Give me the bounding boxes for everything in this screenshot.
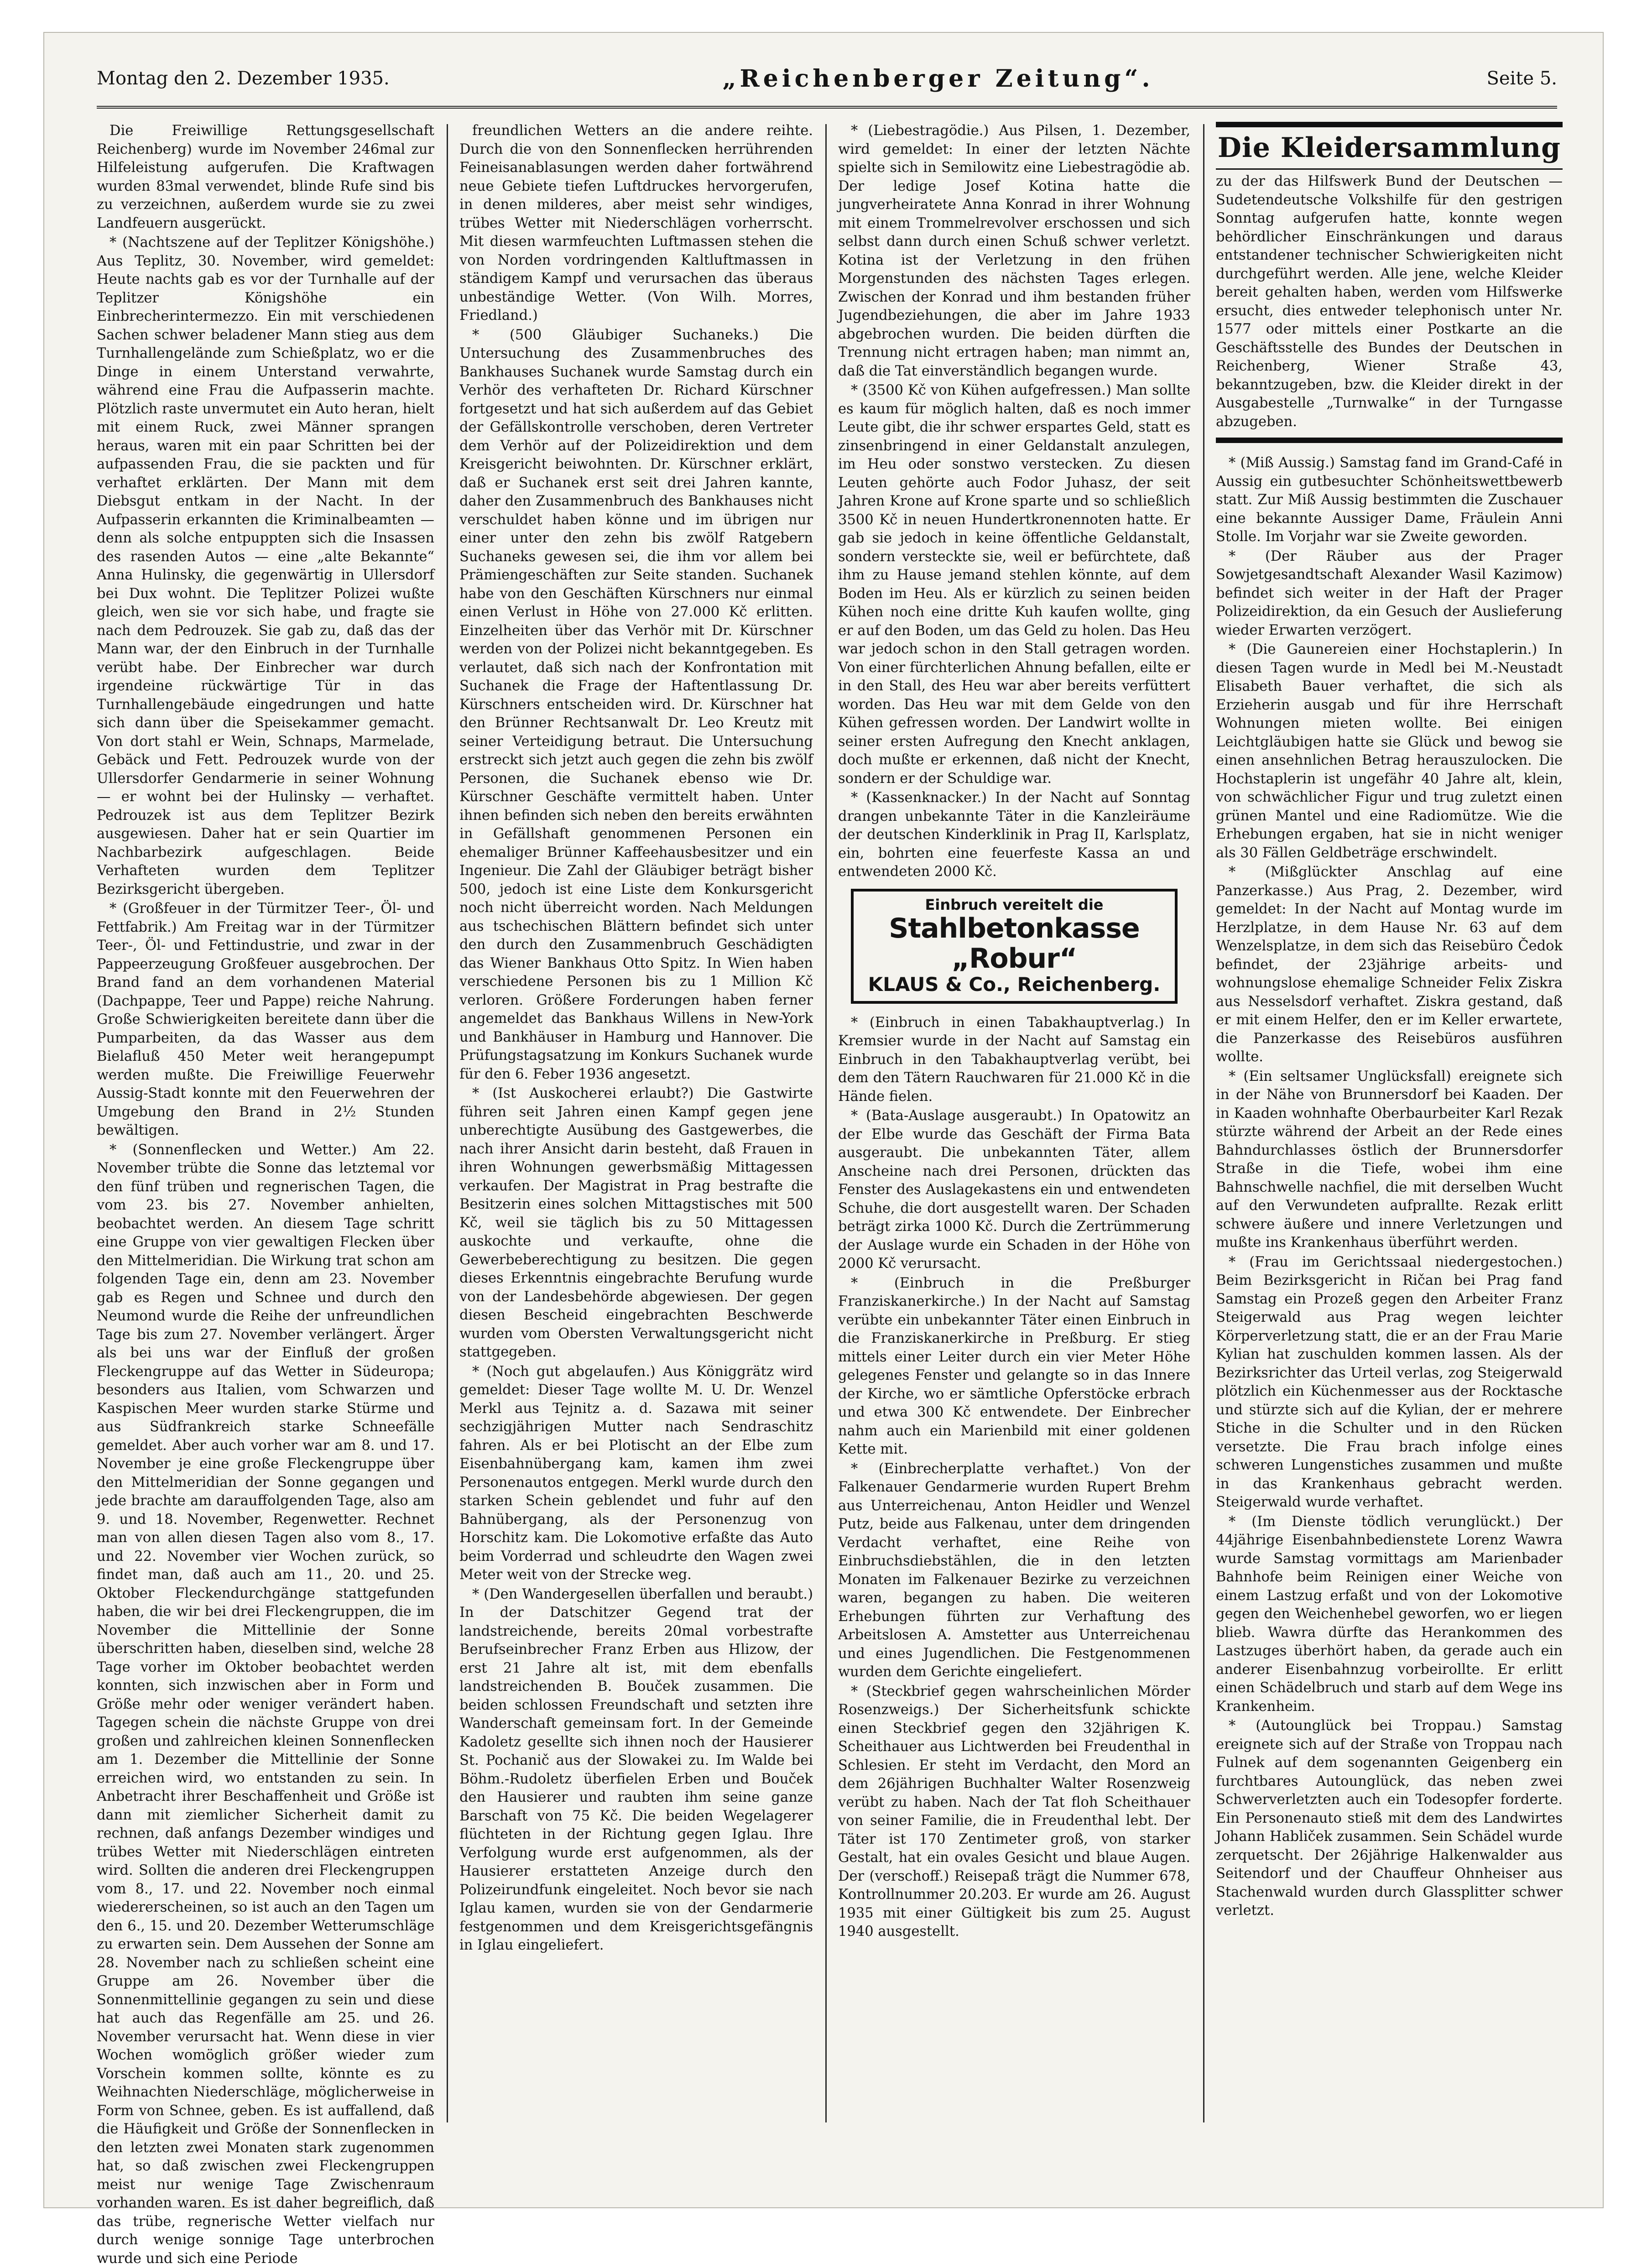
article: * (Bata-Auslage ausgeraubt.) In Opatowitz an der Elbe wurde das Geschäft der Firma Bata ausgeraubt. Die unbekannten Täter, allem Anscheine nach drei Personen, drückten das Fenster des Auslagekastens ein und entwendeten Schuhe, die dort ausgestellt waren. Der Schaden beträgt zirka 1000 Kč. Durch die Zertrümmerung der Auslage wurde ein Schaden in der Höhe von 2000 Kč verursacht.: [838, 1107, 1190, 1273]
issue-date: Montag den 2. Dezember 1935.: [97, 68, 390, 89]
article: * (500 Gläubiger Suchaneks.) Die Untersuchung des Zusammenbruches des Bankhauses Suchanek wurde Samstag durch ein Verhör des verhafteten Dr. Richard Kürschner fortgesetzt und hat sich außerdem auf das Gebiet der Gefällskontrolle verschoben, deren Vertreter dem Verhör auf der Polizeidirektion und dem Kreisgericht beiwohnten. Dr. Kürschner erklärt, daß er Suchanek erst seit drei Jahren kannte, daher den Zusammenbruch des Bankhauses nicht verschuldet haben könne und im übrigen nur einer unter den zehn bis zwölf Ratgebern Suchaneks gewesen sei, die ihm vor allem bei Prämiengeschäften zur Seite standen. Suchanek habe von den Geschäften Kürschners nur einmal einen Verlust in Höhe von 27.000 Kč erlitten. Einzelheiten über das Verhör mit Dr. Kürschner werden von der Polizei nicht bekanntgegeben. Es verlautet, daß sich nach der Konfrontation mit Suchanek die Frage der Haftentlassung Dr. Kürschners entscheiden wird. Dr. Kürschner hat den Brünner Rechtsanwalt Dr. Leo Kreutz mit seiner Verteidigung betraut. Die Untersuchung erstreckt sich jetzt auch gegen die zehn bis zwölf Personen, die Suchanek ebenso wie Dr. Kürschner Geschäfte vermittelt haben. Unter ihnen befinden sich neben den bereits erwähnten in Gefällshaft genommenen Personen ein ehemaliger Brünner Kaffeehausbesitzer und ein Ingenieur. Die Zahl der Gläubiger beträgt bisher 500, jedoch ist eine Liste dem Konkursgericht noch nicht überreicht worden. Nach Meldungen aus tschechischen Blättern befindet sich unter den durch den Zusammenbruch Geschädigten das Wiener Bankhaus Otto Spitz. In Wien haben verschiedene Personen bis zu 1 Million Kč verloren. Größere Forderungen haben ferner angemeldet das Bankhaus Willens in New-York und Bankhäuser in Hamburg und Hannover. Die Prüfungstagsatzung im Konkurs Suchanek wurde für den 6. Feber 1936 angesetzt.: [459, 326, 813, 1084]
column-1: [97, 122, 434, 2138]
box-text: zu der das Hilfswerk Bund der Deutschen — Sudetendeutsche Volkshilfe für den gestrigen Sonntag aufgerufen hatte, konnte wegen behördlicher Einschränkungen und daraus entstandener technischer Schwierigkeiten nicht durchgeführt werden. Alle jene, welche Kleider bereit gehalten haben, werden vom Hilfswerke ersucht, dies entweder telephonisch unter Nr. 1577 oder mittels einer Postkarte an die Geschäftsstelle des Bundes der Deutschen in Reichenberg, Wiener Straße 43, bekanntzugeben, bzw. die Kleider direkt in der Ausgabestelle „Turnwalke“ in der Turngasse abzugeben.: [1216, 172, 1563, 431]
ad-line: Einbruch vereitelt die: [857, 896, 1171, 913]
ad-headline: Stahlbetonkasse „Robur“: [857, 913, 1171, 974]
article: * (Ein seltsamer Unglücksfall) ereignete sich in der Nähe von Brunnersdorf bei Kaaden. Der in Kaaden wohnhafte Oberbaurbeiter Karl Rezak stürzte während der Arbeit an der Rede eines Bahndurchlasses östlich der Brunnersdorfer Straße in die Tiefe, wobei ihm eine Bahnschwelle nachfiel, die mit derselben Wucht auf den Verwundeten aufprallte. Rezak erlitt schwere äußere und innere Verletzungen und mußte ins Krankenhaus überführt werden.: [1216, 1068, 1563, 1252]
article: * (Den Wandergesellen überfallen und beraubt.) In der Datschitzer Gegend trat der landstreichende, bereits 20mal vorbestrafte Berufseinbrecher Franz Erben aus Hlizow, der erst 21 Jahre alt ist, mit dem ebenfalls landstreichenden B. Bouček zusammen. Die beiden schlossen Freundschaft und setzten ihre Wanderschaft gemeinsam fort. In der Gemeinde Kadoletz gesellte sich ihnen noch der Hausierer St. Pochanič aus der Slowakei zu. Im Walde bei Böhm.-Rudoletz überfielen Erben und Bouček den Hausierer und raubten ihm seine ganze Barschaft von 75 Kč. Die beiden Wegelagerer flüchteten in der Richtung gegen Iglau. Ihre Verfolgung wurde erst aufgenommen, als der Hausierer erstatteten Anzeige durch den Polizeirundfunk eingeleitet. Noch bevor sie nach Iglau kamen, wurden sie von der Gendarmerie festgenommen und dem Kreisgerichtsgefängnis in Iglau eingeliefert.: [459, 1585, 813, 1955]
article: * (Sonnenflecken und Wetter.) Am 22. November trübte die Sonne das letztemal vor den fünf trüben und regnerischen Tagen, die vom 23. bis 27. November anhielten, beobachtet werden. An diesem Tage schritt eine Gruppe von vier gewaltigen Flecken über den Mittelmeridian. Die Wirkung trat schon am folgenden Tage ein, denn am 23. November gab es Regen und Schnee und durch den Neumond wurde die Reihe der unfreundlichen Tage bis zum 27. November verlängert. Ärger als bei uns war der Einfluß der großen Fleckengruppe auf das Wetter in Südeuropa; besonders aus Italien, vom Schwarzen und Kaspischen Meer wurden starke Stürme und aus Südfrankreich starke Schneefälle gemeldet. Aber auch vorher war am 8. und 17. November je eine große Fleckengruppe über den Mittelmeridian der Sonne gegangen und jede brachte am darauffolgenden Tage, also am 9. und 18. November, Regenwetter. Rechnet man von allen diesen Tagen also vom 8., 17. und 22. November vier Wochen zurück, so findet man, daß auch am 11., 20. und 25. Oktober Fleckendurchgänge stattgefunden haben, die wir bei drei Fleckengruppen, die im November die Mittellinie der Sonne überschritten haben, dieselben sind, welche 28 Tage vorher im Oktober beobachtet werden konnten, sich inzwischen aber in Form und Größe mehr oder weniger verändert haben. Tagegen schein die nächste Gruppe von drei großen und zahlreichen kleinen Sonnenflecken am 1. Dezember die Mittellinie der Sonne erreichen wird, wo entstanden zu sein. In Anbetracht ihrer Beschaffenheit und Größe ist dann mit ziemlicher Sicherheit damit zu rechnen, daß anfangs Dezember windiges und trübes Wetter mit Niederschlägen eintreten wird. Sollten die anderen drei Fleckengruppen vom 8., 17. und 22. November noch einmal wiedererscheinen, so ist auch an den Tagen um den 6., 15. und 20. Dezember Wetterumschläge zu erwarten sein. Dem Aussehen der Sonne am 28. November nach zu schließen scheint eine Gruppe am 26. November über die Sonnenmittellinie gegangen zu sein und diese hat auch das Regenfälle am 25. und 26. November verursacht hat. Wenn diese in vier Wochen womöglich größer wieder zum Vorschein kommen sollte, könnte es zu Weihnachten Niederschläge, möglicherweise in Form von Schnee, geben. Es ist auffallend, daß die Häufigkeit und Größe der Sonnenflecken in den letzten zwei Monaten stark zugenommen hat, so daß zwischen zwei Fleckengruppen meist nur wenige Tage Zwischenraum vorhanden waren. Es ist daher begreiflich, daß das trübe, regnerische Wetter vielfach nur durch wenige sonnige Tage unterbrochen wurde und sich eine Periode: [97, 1141, 434, 2268]
article: * (Der Räuber aus der Prager Sowjetgesandtschaft Alexander Wasil Kazimow) befindet sich weiter in der Haft der Prager Polizeidirektion, da ein Gesuch der Auslieferung wieder Erwarten verzögert.: [1216, 547, 1563, 640]
article: * (Steckbrief gegen wahrscheinlichen Mörder Rosenzweigs.) Der Sicherheitsfunk schickte einen Steckbrief gegen den 32jährigen K. Scheithauer aus Lichtwerden bei Freudenthal in Schlesien. Er steht im Verdacht, den Mord an dem 26jährigen Buchhalter Walter Rosenzweig verübt zu haben. Nach der Tat floh Scheithauer von seiner Familie, die in Freudenthal lebt. Der Täter ist 170 Zentimeter groß, von starker Gestalt, hat ein ovales Gesicht und blaue Augen. Der (verschoff.) Reisepaß trägt die Nummer 678, Kontrollnummer 20.203. Er wurde am 26. August 1935 mit einer Gültigkeit bis zum 25. August 1940 ausgestellt.: [838, 1683, 1190, 1941]
article: * (Einbruch in die Preßburger Franziskanerkirche.) In der Nacht auf Samstag verübte ein unbekannter Täter einen Einbruch in die Franziskanerkirche in Preßburg. Er stieg mittels einer Leiter durch ein vier Meter Höhe gelegenes Fenster und gelangte so in das Innere der Kirche, wo er sämtliche Opferstöcke erbrach und etwa 300 Kč entwendete. Der Einbrecher nahm auch ein Marienbild mit einer goldenen Kette mit.: [838, 1274, 1190, 1459]
column-rule: [1203, 124, 1204, 2122]
robur-advertisement: [851, 889, 1178, 1004]
article: * (Die Gaunereien einer Hochstaplerin.) In diesen Tagen wurde in Medl bei M.-Neustadt Elisabeth Bauer verhaftet, die sich als Erzieherin ausgab und für ihre Herrschaft Wohnungen mieten wollte. Bei einigen Leichtgläubigen hatte sie Glück und bewog sie einen ansehnlichen Betrag herauszulocken. Die Hochstaplerin ist ungefähr 40 Jahre alt, klein, von schwächlicher Figur und trug zuletzt einen grünen Mantel und eine Radiomütze. Wie die Erhebungen ergaben, hat sie in nicht weniger als 30 Fällen Geldbeträge erschwindelt.: [1216, 641, 1563, 862]
column-4: [1216, 122, 1563, 2138]
newspaper-title: „Reichenberger Zeitung“.: [723, 65, 1154, 93]
article: * (Ist Auskocherei erlaubt?) Die Gastwirte führen seit Jahren einen Kampf gegen jene unberechtigte Ausübung des Gastgewerbes, die nach ihrer Ansicht darin besteht, daß Frauen in ihren Wohnungen gewerbsmäßig Mittagessen verkaufen. Der Magistrat in Prag bestrafte die Besitzerin eines solchen Mittagstisches mit 500 Kč, weil sie täglich bis zu 50 Mittagessen auskochte und verkaufte, ohne die Gewerbeberechtigung zu besitzen. Die gegen dieses Erkenntnis eingebrachte Berufung wurde von der Landesbehörde abgewiesen. Der gegen diesen Bescheid eingebrachten Beschwerde wurden vom Obersten Verwaltungsgericht nicht stattgegeben.: [459, 1084, 813, 1362]
article: Die Freiwillige Rettungsgesellschaft Reichenberg) wurde im November 246mal zur Hilfeleistung aufgerufen. Die Kraftwagen wurden 83mal verwendet, blinde Rufe sind bis zu verzeichnen, außerdem wurde sie zu zwei Landfeuern ausgerückt.: [97, 122, 434, 233]
box-heading: Die Kleidersammlung: [1216, 122, 1563, 170]
column-2: [459, 122, 813, 2138]
article: * (Frau im Gerichtssaal niedergestochen.) Beim Bezirksgericht in Ričan bei Prag fand Samstag ein Prozeß gegen den Arbeiter Franz Steigerwald aus Prag wegen leichter Körperverletzung statt, die er an der Frau Marie Kylian hat zuschulden kommen lassen. Als der Bezirksrichter das Urteil verlas, zog Steigerwald plötzlich ein Küchenmesser aus der Rocktasche und stürzte sich auf die Kylian, der er mehrere Stiche in die Schulter und in den Rücken versetzte. Die Frau brach infolge eines schweren Lungenstiches zusammen und mußte in das Krankenhaus gebracht werden. Steigerwald wurde verhaftet.: [1216, 1253, 1563, 1512]
article: * (Einbruch in einen Tabakhauptverlag.) In Kremsier wurde in der Nacht auf Samstag ein Einbruch in den Tabakhauptverlag verübt, bei dem den Tätern Rauchwaren für 21.000 Kč in die Hände fielen.: [838, 1014, 1190, 1106]
article: * (Kassenknacker.) In der Nacht auf Sonntag drangen unbekannte Täter in die Kanzleiräume der deutschen Kinderklinik in Prag II, Karlsplatz, ein, bohrten eine feuerfeste Kassa an und entwendeten 2000 Kč.: [838, 789, 1190, 881]
page-number: Seite 5.: [1486, 68, 1557, 89]
article: * (Im Dienste tödlich verunglückt.) Der 44jährige Eisenbahnbedienstete Lorenz Wawra wurde Samstag vormittags am Marienbader Bahnhofe beim Reinigen einer Weiche von einem Lastzug erfaßt und von der Lokomotive gegen den Weichenhebel geworfen, wo er liegen blieb. Wawra dürfte das Herankommen des Lastzuges überhört haben, da gerade auch ein anderer Eisenbahnzug vorbeirollte. Er erlitt einen Schädelbruch und starb auf dem Wege ins Krankenheim.: [1216, 1513, 1563, 1716]
column-rule: [825, 124, 827, 2122]
column-3: [838, 122, 1190, 2138]
article: * (3500 Kč von Kühen aufgefressen.) Man sollte es kaum für möglich halten, daß es noch immer Leute gibt, die ihr schwer erspartes Geld, statt es zinsenbringend in einer Geldanstalt anzulegen, im Heu oder sonstwo verstecken. Zu diesen Leuten gehörte auch Fodor Juhasz, der seit Jahren Krone auf Krone sparte und so schließlich 3500 Kč in neuen Hundertkronennoten hatte. Er gab sie jedoch in keine öffentliche Geldanstalt, sondern versteckte sie, weil er befürchtete, daß ihm zu Hause jemand stehlen könnte, auf dem Boden im Heu. Als er kürzlich zu seinen beiden Kühen noch eine dritte Kuh kaufen wollte, ging er auf den Boden, um das Geld zu holen. Das Heu war jedoch schon in den Stall getragen worden. Von einer fürchterlichen Ahnung befallen, eilte er in den Stall, des Heu war aber bereits verfüttert worden. Das Heu war mit dem Gelde von den Kühen gefressen worden. Der Landwirt wollte in seiner ersten Aufregung den Knecht anklagen, doch mußte er erkennen, daß nicht der Knecht, sondern er der Schuldige war.: [838, 381, 1190, 788]
newspaper-page: [43, 32, 1604, 2208]
ad-line: KLAUS & Co., Reichenberg.: [857, 974, 1171, 996]
column-rule: [447, 124, 448, 2122]
article: * (Liebestragödie.) Aus Pilsen, 1. Dezember, wird gemeldet: In einer der letzten Nächte spielte sich in Semilowitz eine Liebestragödie ab. Der ledige Josef Kotina hatte die jungverheiratete Anna Konrad in ihrer Wohnung mit einem Trommelrevolver erschossen und sich selbst dann durch einen Schuß schwer verletzt. Kotina ist der Verletzung in den frühen Morgenstunden des nächsten Tages erlegen. Zwischen der Konrad und ihm bestanden früher Jugendbeziehungen, die aber im Jahre 1933 abgebrochen wurden. Die beiden dürften die Trennung nicht ertragen haben; man nimmt an, daß die Tat einverständlich begangen wurde.: [838, 122, 1190, 381]
page-header: [97, 51, 1557, 109]
article: * (Autounglück bei Troppau.) Samstag ereignete sich auf der Straße von Troppau nach Fulnek auf dem sogenannten Geigenberg ein furchtbares Autounglück, das neben zwei Schwerverletzten auch ein Todesopfer forderte. Ein Personenauto stieß mit dem des Landwirtes Johann Habliček zusammen. Sein Schädel wurde zerquetscht. Der 26jährige Halkenwalder aus Seitendorf und der Chauffeur Ohnheiser aus Stachenwald wurden durch Glassplitter schwer verletzt.: [1216, 1717, 1563, 1920]
article: * (Noch gut abgelaufen.) Aus Königgrätz wird gemeldet: Dieser Tage wollte M. U. Dr. Wenzel Merkl aus Tejnitz a. d. Sazawa mit seiner sechzigjährigen Mutter nach Sendraschitz fahren. Als er bei Plotischt an der Elbe zum Eisenbahnübergang kam, kamen ihm zwei Personenautos entgegen. Merkl wurde durch den starken Schein geblendet und fuhr auf den Bahnübergang, als der Personenzug von Horschitz kam. Die Lokomotive erfaßte das Auto beim Vorderrad und schleudrte den Wagen zwei Meter weit von der Strecke weg.: [459, 1363, 813, 1585]
article: * (Großfeuer in der Türmitzer Teer-, Öl- und Fettfabrik.) Am Freitag war in der Türmitzer Teer-, Öl- und Fettindustrie, und zwar in der Pappeerzeugung Großfeuer ausgebrochen. Der Brand fand an dem vorhandenen Material (Dachpappe, Teer und Pappe) reiche Nahrung. Große Schwierigkeiten bereitete dann über die Pumparbeiten, da das Wasser aus dem Bielafluß 450 Meter weit herangepumpt werden mußte. Die Freiwillige Feuerwehr Aussig-Stadt konnte mit den Feuerwehren der Umgebung den Brand in 2½ Stunden bewältigen.: [97, 900, 434, 1140]
box-rule: [1216, 438, 1563, 443]
article: * (Mißglückter Anschlag auf eine Panzerkasse.) Aus Prag, 2. Dezember, wird gemeldet: In der Nacht auf Montag wurde im Herzlplatze, in dem Hause Nr. 63 auf dem Wenzelsplatze, in dem sich das Reisebüro Čedok befindet, der 23jährige arbeits- und wohnungslose ehemalige Schneider Felix Ziskra aus Nesselsdorf verhaftet. Ziskra gestand, daß er mit einem Helfer, den er im Keller erwartete, die Panzerkasse des Reisebüros ausführen wollte.: [1216, 863, 1563, 1067]
article: freundlichen Wetters an die andere reihte. Durch die von den Sonnenflecken herrührenden Feineisanablasungen werden daher fortwährend neue Gebiete tiefen Luftdruckes hervorgerufen, in denen milderes, aber meist sehr windiges, trübes Wetter mit Niederschlägen vorherrscht. Mit diesen warmfeuchten Luftmassen stehen die von Norden vordringenden Kaltluftmassen in ständigem Kampf und verursachen das überaus unbeständige Wetter. (Von Wilh. Morres, Friedland.): [459, 122, 813, 325]
article: * (Einbrecherplatte verhaftet.) Von der Falkenauer Gendarmerie wurden Rupert Brehm aus Unterreichenau, Anton Heidler und Wenzel Putz, beide aus Falkenau, unter dem dringenden Verdacht verhaftet, eine Reihe von Einbruchsdiebstählen, die in den letzten Monaten im Falkenauer Bezirke zu verzeichnen waren, begangen zu haben. Die weiteren Erhebungen führten zur Verhaftung des Arbeitslosen A. Amstetter aus Unterreichenau und eines Jugendlichen. Die Festgenommenen wurden dem Gerichte eingeliefert.: [838, 1460, 1190, 1682]
article: * (Nachtszene auf der Teplitzer Königshöhe.) Aus Teplitz, 30. November, wird gemeldet: Heute nachts gab es vor der Turnhalle auf der Teplitzer Königshöhe ein Einbrecherintermezzo. Ein mit verschiedenen Sachen schwer beladener Mann stieg aus dem Turnhallengelände zum Schießplatz, wo er die Dinge in einem Unterstand verwahrte, während eine Frau die Aufpasserin machte. Plötzlich raste unvermutet ein Auto heran, hielt mit einem Ruck, zwei Männer sprangen heraus, waren mit ein paar Schritten bei der aufpassenden Frau, die sie packten und für verhaftet erklärten. Der Mann mit dem Diebsgut entkam in der Nacht. In der Aufpasserin erkannten die Kriminalbeamten — denn als solche entpuppten sich die Insassen des rasenden Autos — eine „alte Bekannte“ Anna Hulinsky, die gegenwärtig in Ullersdorf bei Dux wohnt. Die Teplitzer Polizei wußte gleich, wen sie vor sich habe, und fragte sie nach dem Pedrouzek. Sie gab zu, daß das der Mann war, der den Einbruch in der Turnhalle verübt habe. Der Einbrecher war durch irgendeine rückwärtige Tür in das Turnhallengebäude eingedrungen und hatte sich dann über die Speisekammer gemacht. Von dort stahl er Wein, Schnaps, Marmelade, Gebäck und Fett. Pedrouzek wurde von der Ullersdorfer Gendarmerie in seiner Wohnung — er wohnt bei der Hulinsky — verhaftet. Pedrouzek ist aus dem Teplitzer Bezirk ausgewiesen. Daher hat er sein Quartier im Nachbarbezirk aufgeschlagen. Beide Verhafteten wurden dem Teplitzer Bezirksgericht übergeben.: [97, 234, 434, 899]
article: * (Miß Aussig.) Samstag fand im Grand-Café in Aussig ein gutbesuchter Schönheitswettbewerb statt. Zur Miß Aussig bestimmten die Zuschauer eine bekannte Aussiger Dame, Fräulein Anni Stolle. Im Vorjahr war sie Zweite geworden.: [1216, 454, 1563, 547]
